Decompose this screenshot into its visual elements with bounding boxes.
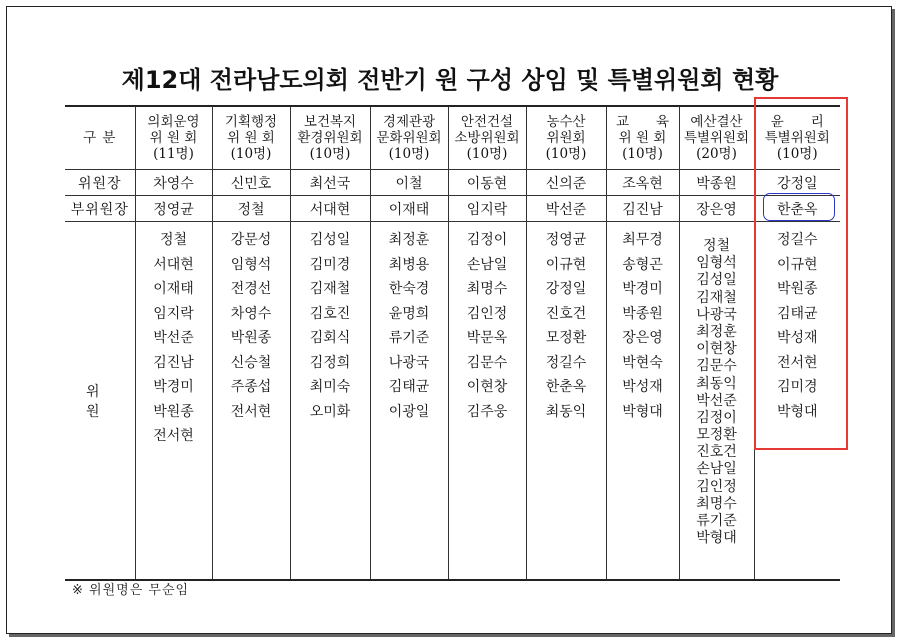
member-name: 신승철 [230,354,272,371]
member-cell [679,222,754,581]
member-name: 김정이 [696,409,737,426]
member-name: 정길수 [776,232,818,248]
member-name: 정길수 [545,354,587,371]
member-name: 박선준 [696,392,737,409]
member-name: 오미화 [309,403,351,420]
vice-chair-name: 임지락 [448,196,526,222]
vice-chair-name: 정철 [212,196,290,222]
member-list [136,222,212,449]
row-label-members: 위 원 [65,222,135,581]
member-name: 최병용 [388,256,430,273]
member-name: 진호건 [545,305,587,322]
member-name: 정철 [702,238,731,254]
member-cell [526,222,606,581]
chair-name: 이동현 [448,170,526,196]
member-name: 박형대 [622,403,663,420]
committee-header [526,106,606,170]
committee-header-line: (10명) [388,146,430,162]
member-name: 이현창 [466,379,508,395]
committee-header-line: 위원회 [546,130,586,146]
member-name: 류기준 [696,513,737,529]
header-row [65,106,840,170]
committee-header [135,106,212,170]
member-name: 김미경 [309,256,351,273]
member-name: 김재철 [309,281,351,297]
committee-header [606,106,679,170]
member-name: 강정일 [545,281,587,297]
member-name: 최미숙 [309,379,351,395]
committee-header-line: 안전건설 [460,114,514,130]
member-cell [212,222,290,581]
member-name: 박원종 [230,330,272,346]
member-name: 김성일 [309,232,351,248]
member-name: 최동익 [696,375,737,392]
member-name: 김인정 [696,478,737,495]
member-name: 송형곤 [622,256,663,273]
member-name: 김문수 [466,354,508,371]
committee-header-line: 예산결산 [690,114,743,130]
member-name: 최정훈 [388,232,430,248]
committee-header-line: 보건복지 [303,114,357,130]
vice-chair-name: 한춘옥 [754,196,840,222]
member-name: 박성재 [622,379,663,395]
committee-header [212,106,290,170]
member-name: 손남일 [696,461,737,478]
chair-name: 신의준 [526,170,606,196]
member-name: 임형석 [696,255,737,272]
member-name: 김주웅 [466,403,508,420]
member-name: 김재철 [696,289,737,306]
member-cell [754,222,840,581]
committee-header-line: 윤 리 [770,114,824,130]
member-name: 강문성 [230,232,272,248]
member-list [607,222,679,424]
member-name: 전서현 [230,403,272,420]
member-name: 주종섭 [230,379,272,395]
member-name: 모정환 [696,427,737,444]
vice-chair-name: 장은영 [679,196,754,222]
committee-header-line: (10명) [230,146,272,162]
member-name: 최무경 [622,232,663,248]
member-name: 박경미 [153,379,194,395]
member-name: 정철 [159,232,188,248]
member-name: 이광일 [388,403,430,420]
chair-name: 이철 [370,170,448,196]
member-name: 박성재 [776,330,818,346]
member-cell [135,222,212,581]
member-name: 전경선 [230,281,272,297]
member-cell [370,222,448,581]
member-cell [290,222,370,581]
member-name: 류기준 [388,330,430,346]
committee-header-line: (10명) [466,146,508,162]
member-name: 박원종 [776,281,818,297]
committee-header [370,106,448,170]
member-name: 최명수 [696,495,737,512]
member-name: 이재태 [153,281,194,297]
chair-name: 최선국 [290,170,370,196]
member-list [371,222,448,424]
chair-name: 박종원 [679,170,754,196]
member-name: 김호진 [309,305,351,322]
member-list [755,222,841,424]
member-list [213,222,290,424]
member-list [680,222,754,547]
committee-header-line: 기획행정 [224,114,278,130]
vice-chair-row [65,196,840,222]
committee-header-line: (11명) [153,146,194,162]
committee-header-line: 경제관광 [382,114,436,130]
member-name: 김태균 [388,379,430,395]
chair-name: 조옥현 [606,170,679,196]
member-name: 최동익 [545,403,587,420]
committee-header-line: 위 원 회 [149,130,198,146]
member-list [527,222,606,424]
chair-name: 강정일 [754,170,840,196]
document-title: 제12대 전라남도의회 전반기 원 구성 상임 및 특별위원회 현황 [121,66,779,94]
member-name: 박선준 [153,330,194,346]
member-name: 박문옥 [466,330,508,346]
vice-chair-name: 정영균 [135,196,212,222]
committee-header-line: 농수산 [546,114,586,130]
committee-header [448,106,526,170]
member-name: 박현숙 [622,354,663,371]
committee-header-line: (10명) [622,146,663,162]
vice-chair-name: 이재태 [370,196,448,222]
member-name: 김진남 [153,354,194,371]
vice-chair-name: 김진남 [606,196,679,222]
committee-header-line: (20명) [696,146,737,162]
vice-chair-name: 서대현 [290,196,370,222]
member-name: 최명수 [466,281,508,297]
committee-header-line: 특별위원회 [764,130,830,146]
member-name: 나광국 [388,354,430,371]
committee-header-line: 소방위원회 [454,130,520,146]
member-cell [606,222,679,581]
footnote: ※ 위원명은 무순임 [72,583,190,598]
chair-row [65,170,840,196]
row-label-chair: 위원장 [65,170,135,196]
member-name: 김정희 [309,354,351,371]
member-name: 박원종 [153,403,194,420]
member-name: 한숙경 [388,281,430,297]
member-name: 김정이 [466,232,508,248]
member-name: 이현창 [696,341,737,358]
member-name: 손남일 [466,256,508,273]
member-name: 박경미 [622,281,663,297]
member-name: 최정훈 [696,323,737,340]
member-list [449,222,526,424]
member-name: 전서현 [153,428,194,444]
member-cell [448,222,526,581]
committee-header-line: 위 원 회 [618,130,667,146]
member-name: 모정환 [545,330,587,346]
member-name: 김성일 [696,272,737,289]
committee-header-line: 교 육 [615,114,670,130]
committee-header-line: 특별위원회 [683,130,750,146]
member-name: 박형대 [696,530,737,547]
member-list [291,222,370,424]
member-name: 장은영 [622,330,663,346]
member-name: 박종원 [622,305,663,322]
chair-name: 차영수 [135,170,212,196]
member-name: 정영균 [545,232,587,248]
vice-chair-name: 박선준 [526,196,606,222]
committee-header-line: (10명) [776,146,818,162]
member-name: 김미경 [776,379,818,395]
member-name: 박형대 [776,403,818,420]
members-row [65,222,840,581]
member-name: 이규현 [776,256,818,273]
committee-header-line: (10명) [309,146,351,162]
member-name: 김인정 [466,305,508,322]
member-name: 김문수 [696,358,737,375]
member-name: 한춘옥 [545,379,587,395]
committee-header [754,106,840,170]
committee-header-line: (10명) [545,146,587,162]
committee-header [679,106,754,170]
row-label-header: 구 분 [65,106,135,170]
committee-header-line: 의회운영 [147,114,200,130]
member-name: 진호건 [696,444,737,461]
member-name: 김태균 [776,305,818,322]
member-name: 차영수 [230,305,272,322]
member-name: 임지락 [153,305,194,322]
member-name: 나광국 [696,306,737,323]
member-name: 이규현 [545,256,587,273]
member-name: 임형석 [230,256,272,273]
committee-header [290,106,370,170]
chair-name: 신민호 [212,170,290,196]
committee-header-line: 문화위원회 [376,130,442,146]
member-name: 서대현 [153,256,194,273]
committee-header-line: 환경위원회 [297,130,363,146]
member-name: 김회식 [309,330,351,346]
member-name: 전서현 [776,354,818,371]
committee-table [65,105,840,581]
committee-header-line: 위 원 회 [227,130,275,146]
member-name: 윤명희 [388,305,430,322]
row-label-vice: 부위원장 [65,196,135,222]
